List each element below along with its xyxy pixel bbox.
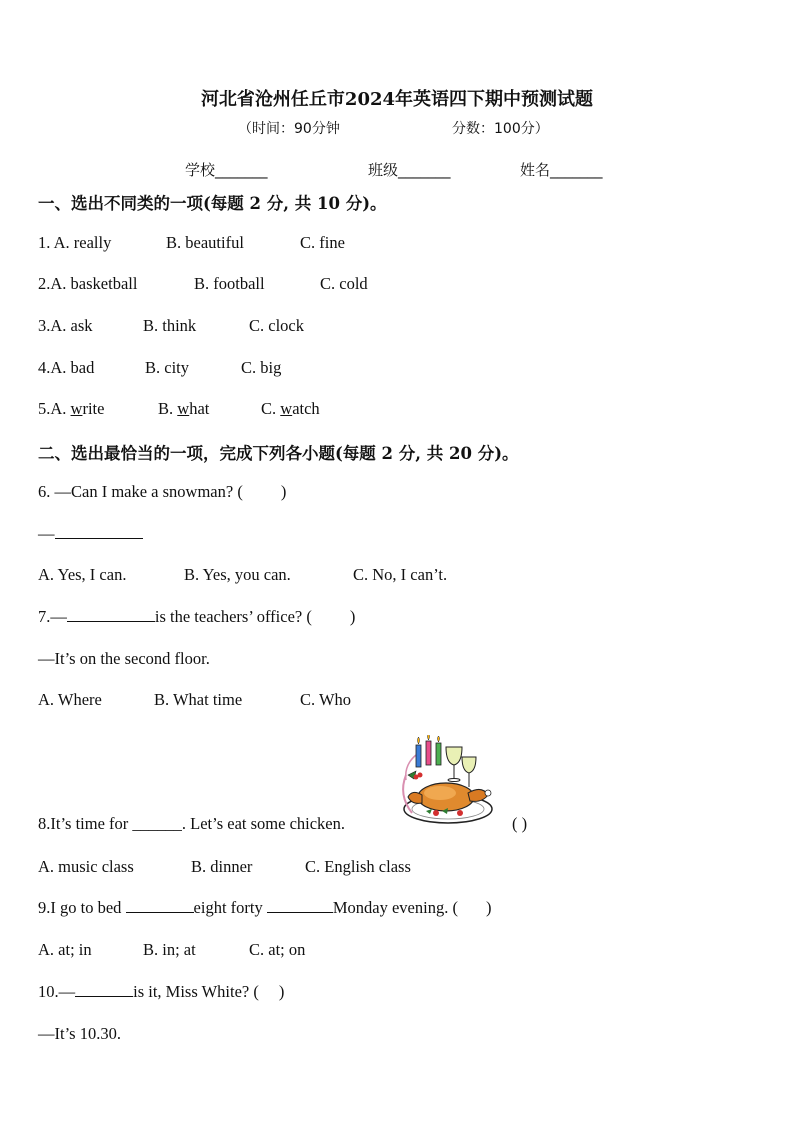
- question-6-options: [38, 565, 447, 585]
- option-c: C. big: [241, 358, 282, 377]
- option-b: B. football: [194, 274, 265, 293]
- option-c: C. at; on: [249, 940, 306, 959]
- answer-blank-2[interactable]: [267, 898, 333, 913]
- name-field[interactable]: 姓名_______: [520, 161, 603, 179]
- dash: —: [38, 524, 55, 543]
- section1-heading: 一、选出不同类的一项(每题 2 分, 共 10 分)。: [38, 194, 387, 213]
- option-b: B. beautiful: [166, 233, 244, 252]
- question-7-options: [38, 690, 351, 710]
- option-b: B. in; at: [143, 940, 196, 959]
- question-6-answer-line: [38, 524, 143, 544]
- question-7: [38, 607, 355, 627]
- answer-blank[interactable]: [75, 982, 133, 997]
- question-8: 8.It’s time for ______. Let’s eat some chicken.: [38, 814, 346, 833]
- option-a: A. Where: [38, 690, 102, 709]
- exam-score: 分数：100分）: [452, 121, 549, 137]
- paren-close: ): [280, 482, 287, 501]
- option-c: C. English class: [305, 857, 411, 876]
- question-9-options: [38, 940, 305, 960]
- option-b: B. what: [158, 399, 210, 418]
- answer-blank[interactable]: [55, 524, 143, 539]
- answer-paren[interactable]: ( ): [512, 814, 528, 833]
- option-a: 2.A. basketball: [38, 274, 138, 293]
- question-3: [38, 316, 304, 336]
- option-c: C. fine: [300, 233, 345, 252]
- question-1: [38, 233, 345, 253]
- question-number: 10.—: [38, 982, 76, 1001]
- question-8-options: [38, 857, 411, 877]
- option-c: C. clock: [249, 316, 304, 335]
- section2-heading: 二、选出最恰当的一项，完成下列各小题(每题 2 分, 共 20 分)。: [38, 444, 519, 463]
- option-c: C. cold: [320, 274, 368, 293]
- question-2: [38, 274, 368, 294]
- option-a: 5.A. write: [38, 399, 105, 418]
- question-number: 7.—: [38, 607, 67, 626]
- question-10: [38, 982, 284, 1002]
- option-b: B. city: [145, 358, 189, 377]
- option-a: 3.A. ask: [38, 316, 93, 335]
- answer-blank[interactable]: [67, 607, 155, 622]
- option-a: 4.A. bad: [38, 358, 95, 377]
- option-a: A. music class: [38, 857, 134, 876]
- school-field[interactable]: 学校_______: [185, 161, 268, 179]
- option-a: A. at; in: [38, 940, 92, 959]
- question-7-reply: —It’s on the second floor.: [38, 649, 210, 668]
- question-stem-mid: eight forty: [193, 898, 267, 917]
- page-title: 河北省沧州任丘市2024年英语四下期中预测试题: [200, 89, 594, 110]
- paren-close: ): [485, 898, 492, 917]
- question-10-reply: —It’s 10.30.: [38, 1024, 121, 1043]
- exam-time: （时间：90分钟: [238, 121, 340, 137]
- paren-close: ): [278, 982, 285, 1001]
- question-stem: is the teachers’ office? (: [154, 607, 312, 626]
- option-c: C. watch: [261, 399, 320, 418]
- option-c: C. No, I can’t.: [353, 565, 448, 584]
- question-5: [38, 399, 320, 419]
- roast-chicken-dinner-icon: [396, 735, 496, 830]
- option-a: 1. A. really: [38, 233, 112, 252]
- option-b: B. think: [143, 316, 197, 335]
- question-stem: is it, Miss White? (: [133, 982, 259, 1001]
- question-9: [38, 898, 491, 918]
- option-a: A. Yes, I can.: [38, 565, 127, 584]
- option-b: B. What time: [154, 690, 243, 709]
- option-c: C. Who: [300, 690, 352, 709]
- answer-blank-1[interactable]: [126, 898, 194, 913]
- paren-close: ): [349, 607, 356, 626]
- question-stem-end: Monday evening. (: [332, 898, 458, 917]
- option-b: B. Yes, you can.: [184, 565, 291, 584]
- question-4: [38, 358, 281, 378]
- question-stem: 9.I go to bed: [38, 898, 126, 917]
- option-b: B. dinner: [191, 857, 253, 876]
- question-stem: 6. —Can I make a snowman? (: [38, 482, 243, 501]
- question-6: [38, 482, 286, 502]
- class-field[interactable]: 班级_______: [368, 161, 451, 179]
